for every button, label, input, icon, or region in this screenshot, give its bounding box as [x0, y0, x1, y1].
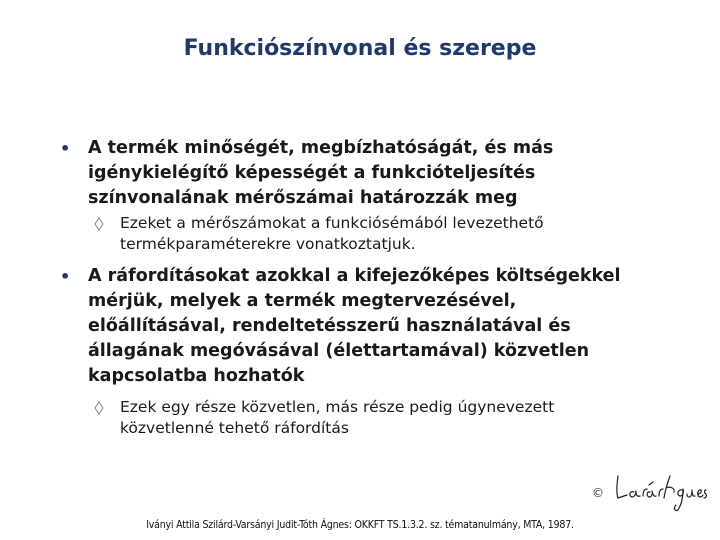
- diamond-bullet-icon: [94, 217, 104, 231]
- sub-bullet-text: Ezeket a mérőszámokat a funkciósémából levezethető termékparaméterekre vonatkoztatjuk.: [120, 214, 544, 253]
- diamond-bullet-icon: [94, 401, 104, 415]
- handwritten-signature: [612, 470, 708, 514]
- copyright-symbol: ©: [592, 486, 604, 500]
- bullet-dot-icon: •: [60, 139, 71, 158]
- citation-footer: Iványi Attila Szilárd-Varsányi Judit-Tóth Ágnes: OKKFT TS.1.3.2. sz. tématanulmány, MTA, 1987.: [146, 519, 574, 531]
- sub-bullet-text: Ezek egy része közvetlen, más része pedig úgynevezett közvetlenné tehető ráfordítás: [120, 398, 555, 437]
- bullet-dot-icon: •: [60, 267, 71, 286]
- bullet-text: A ráfordításokat azokkal a kifejezőképes költségekkel mérjük, melyek a termék megtervezésével, előállításával, rendeltetésszerű használatával és állagának megóvásával (élettartamával) közvetlen kapcsolatba hozhatók: [88, 266, 621, 386]
- bullet-text: A termék minőségét, megbízhatóságát, és más igénykielégítő képességét a funkcióteljesítés színvonalának mérőszámai határozzák meg: [88, 138, 554, 208]
- slide-title: Funkciószínvonal és szerepe: [183, 36, 537, 61]
